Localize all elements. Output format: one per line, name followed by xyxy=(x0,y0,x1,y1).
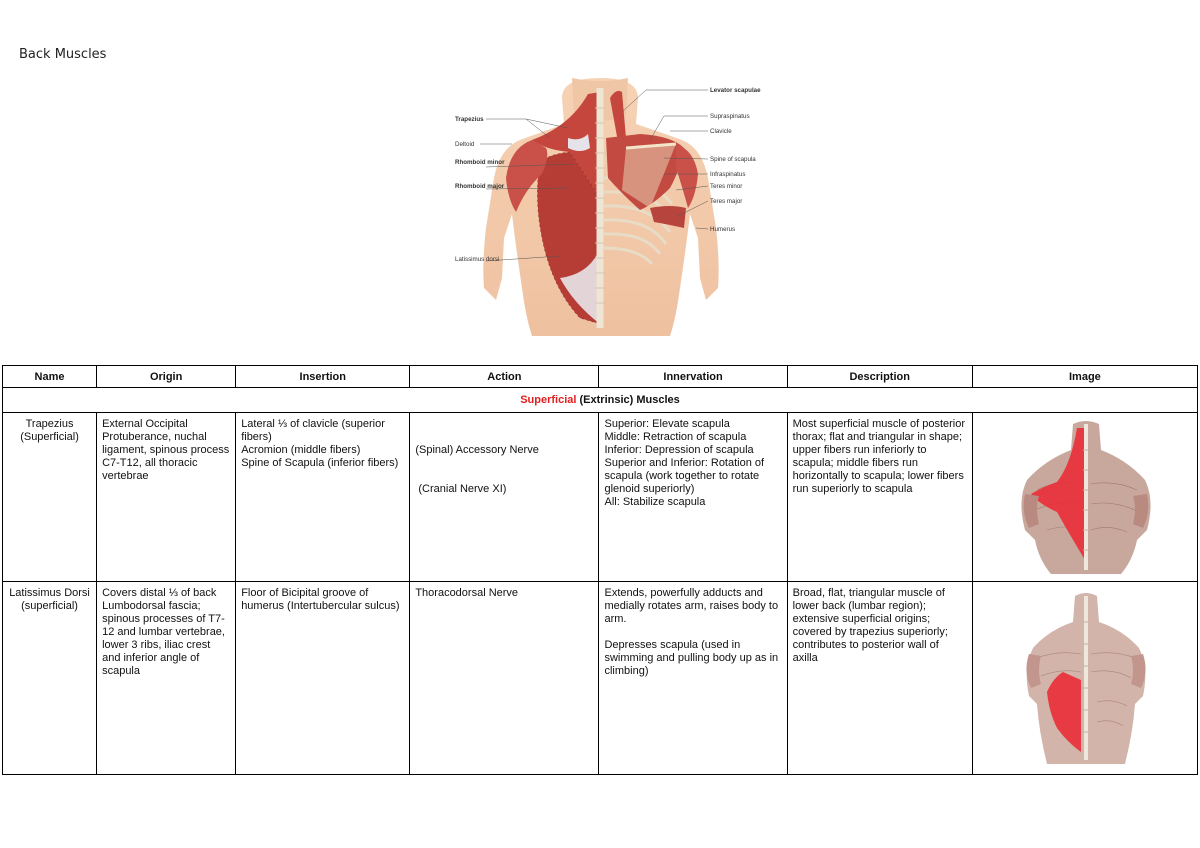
cell-description: Most superficial muscle of posterior thorax; flat and triangular in shape; upper fibers run inferiorly to scapula; middle fibers run horizontally to scapula; lower fibers run superiorly to scapula xyxy=(787,413,972,582)
label-latissimus-dorsi: Latissimus dorsi xyxy=(455,256,500,263)
section-heading xyxy=(3,388,1198,413)
header-name: Name xyxy=(3,366,97,388)
insertion-line: Spine of Scapula (inferior fibers) xyxy=(241,457,399,469)
insertion-line: Floor of Bicipital groove of humerus (Intertubercular sulcus) xyxy=(241,587,400,612)
label-rhomboid-major: Rhomboid major xyxy=(455,183,505,190)
origin-line: Covers distal ⅓ of back xyxy=(102,587,217,599)
cell-origin xyxy=(97,413,236,582)
section-highlight: Superficial xyxy=(520,393,577,406)
cell-insertion xyxy=(236,413,410,582)
innervation-line: Middle: Retraction of scapula xyxy=(604,431,747,443)
latissimus-dorsi-illustration-icon xyxy=(1017,592,1155,764)
innervation-line: All: Stabilize scapula xyxy=(604,496,706,508)
cell-name xyxy=(3,413,97,582)
cell-description: Broad, flat, triangular muscle of lower back (lumbar region); extensive superficial origins; covered by trapezius superiorly; contributes to posterior wall of axilla xyxy=(787,582,972,775)
label-teres-minor: Teres minor xyxy=(710,183,743,190)
innervation-line: Superior and Inferior: Rotation of scapula (work together to rotate glenoid superiorly) xyxy=(604,457,765,495)
trapezius-illustration-icon xyxy=(1017,420,1155,574)
innervation-line: Inferior: Depression of scapula xyxy=(604,444,754,456)
section-row xyxy=(3,388,1198,413)
insertion-line: Acromion (middle fibers) xyxy=(241,444,361,456)
cell-action xyxy=(410,582,599,775)
header-action: Action xyxy=(410,366,599,388)
label-infraspinatus: Infraspinatus xyxy=(710,171,746,178)
innervation-line: Superior: Elevate scapula xyxy=(604,418,730,430)
cell-insertion xyxy=(236,582,410,775)
name-line: Latissimus Dorsi xyxy=(9,587,90,599)
label-teres-major: Teres major xyxy=(710,198,743,205)
table-header-row xyxy=(3,366,1198,388)
table-row xyxy=(3,413,1198,582)
label-deltoid: Deltoid xyxy=(455,141,475,148)
action-line: (Cranial Nerve XI) xyxy=(415,483,507,495)
action-line: Thoracodorsal Nerve xyxy=(415,587,519,599)
cell-image xyxy=(972,582,1197,775)
cell-image xyxy=(972,413,1197,582)
insertion-line: Lateral ⅓ of clavicle (superior fibers) xyxy=(241,418,385,443)
header-innervation: Innervation xyxy=(599,366,787,388)
table-row xyxy=(3,582,1198,775)
label-spine-of-scapula: Spine of scapula xyxy=(710,156,756,163)
cell-origin xyxy=(97,582,236,775)
name-line: (Superficial) xyxy=(20,431,79,443)
label-humerus: Humerus xyxy=(710,226,736,233)
label-levator-scapulae: Levator scapulae xyxy=(710,87,761,94)
muscles-table xyxy=(2,365,1198,775)
innervation-line: Depresses scapula (used in swimming and pulling body up as in climbing) xyxy=(604,639,779,677)
cell-name xyxy=(3,582,97,775)
innervation-line: Extends, powerfully adducts and medially rotates arm, raises body to arm. xyxy=(604,587,779,625)
cell-innervation xyxy=(599,413,787,582)
header-insertion: Insertion xyxy=(236,366,410,388)
label-rhomboid-minor: Rhomboid minor xyxy=(455,159,505,166)
innervation-spacer xyxy=(604,626,781,639)
label-trapezius: Trapezius xyxy=(455,116,484,123)
action-line: (Spinal) Accessory Nerve xyxy=(415,444,539,456)
origin-line: External Occipital Protuberance, nuchal ligament, spinous process C7-T12, all thoracic vertebrae xyxy=(102,418,230,482)
cell-innervation xyxy=(599,582,787,775)
header-origin: Origin xyxy=(97,366,236,388)
origin-line: Lumbodorsal fascia; spinous processes of T7-12 and lumbar vertebrae, lower 3 ribs, iliac crest and inferior angle of scapula xyxy=(102,600,225,677)
name-line: Trapezius xyxy=(25,418,74,430)
label-clavicle: Clavicle xyxy=(710,128,732,135)
name-line: (superficial) xyxy=(21,600,78,612)
back-muscles-figure xyxy=(450,78,761,336)
header-description: Description xyxy=(787,366,972,388)
header-image: Image xyxy=(972,366,1197,388)
page-title: Back Muscles xyxy=(19,47,107,62)
cell-action xyxy=(410,413,599,582)
section-rest: (Extrinsic) Muscles xyxy=(576,393,680,406)
label-supraspinatus: Supraspinatus xyxy=(710,113,750,120)
